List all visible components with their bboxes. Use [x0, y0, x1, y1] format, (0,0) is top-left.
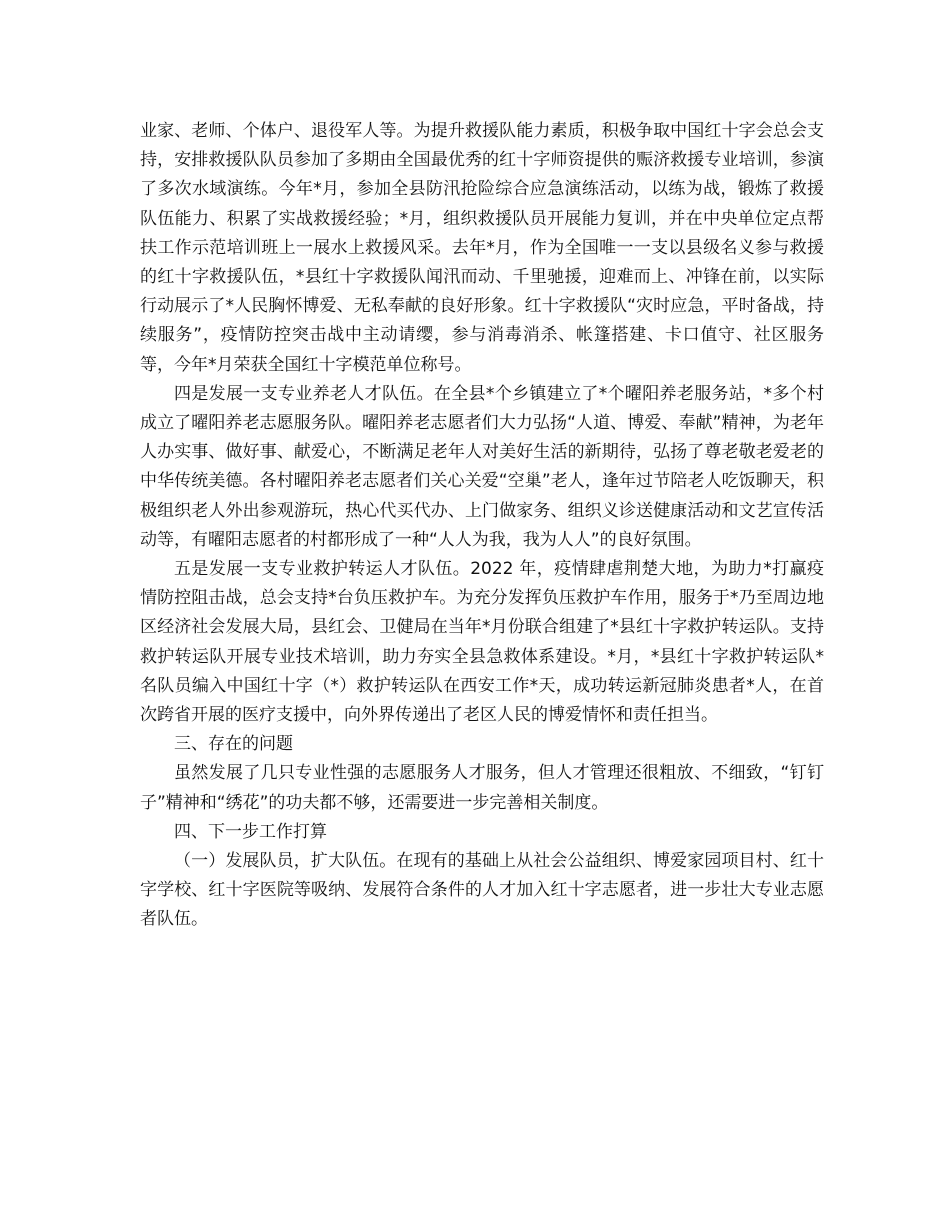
- paragraph-elderly-care-team: 四是发展一支专业养老人才队伍。在全县*个乡镇建立了*个曜阳养老服务站，*多个村成立了曜阳养老志愿服务队。曜阳养老志愿者们大力弘扬“人道、博爱、奉献”精神，为老年人办实事、做好事、献爱心，不断满足老年人对美好生活的新期待，弘扬了尊老敬老爱老的中华传统美德。各村曜阳养老志愿者们关心关爱“空巢”老人，逢年过节陪老人吃饭聊天，积极组织老人外出参观游玩，热心代买代办、上门做家务、组织义诊送健康活动和文艺宣传活动等，有曜阳志愿者的村都形成了一种“人人为我，我为人人”的良好氛围。: [140, 383, 824, 550]
- paragraph-rescue-team-continued: 业家、老师、个体户、退役军人等。为提升救援队能力素质，积极争取中国红十字会总会支持，安排救援队队员参加了多期由全国最优秀的红十字师资提供的赈济救援专业培训，参演了多次水域演练。今年*月，参加全县防汛抢险综合应急演练活动，以练为战，锻炼了救援队伍能力、积累了实战救援经验；*月，组织救援队员开展能力复训，并在中央单位定点帮扶工作示范培训班上一展水上救援风采。去年*月，作为全国唯一一支以县级名义参与救援的红十字救援队伍，*县红十字救援队闻汛而动、千里驰援，迎难而上、冲锋在前，以实际行动展示了*人民胸怀博爱、无私奉献的良好形象。红十字救援队“灾时应急，平时备战，持续服务”，疫情防控突击战中主动请缨，参与消毒消杀、帐篷搭建、卡口值守、社区服务等，今年*月荣获全国红十字模范单位称号。: [140, 121, 824, 375]
- section-heading-next-steps: 四、下一步工作打算: [174, 821, 327, 842]
- paragraph-existing-problems: 虽然发展了几只专业性强的志愿服务人才服务，但人才管理还很粗放、不细致，“钉钉子”精神和“绣花”的功夫都不够，还需要进一步完善相关制度。: [140, 763, 824, 813]
- document-page: [140, 117, 824, 935]
- section-heading-existing-problems: 三、存在的问题: [174, 734, 293, 755]
- paragraph-ambulance-transfer-team: 五是发展一支专业救护转运人才队伍。2022 年，疫情肆虐荆楚大地，为助力*打赢疫情防控阻击战，总会支持*台负压救护车。为充分发挥负压救护车作用，服务于*乃至周边地区经济社会发展大局，县红会、卫健局在当年*月份联合组建了*县红十字救护转运队。支持救护转运队开展专业技术培训，助力夯实全县急救体系建设。*月，*县红十字救护转运队*名队员编入中国红十字（*）救护转运队在西安工作*天，成功转运新冠肺炎患者*人，在首次跨省开展的医疗支援中，向外界传递出了老区人民的博爱情怀和责任担当。: [140, 559, 824, 726]
- paragraph-expand-team: （一）发展队员，扩大队伍。在现有的基础上从社会公益组织、博爱家园项目村、红十字学校、红十字医院等吸纳、发展符合条件的人才加入红十字志愿者，进一步壮大专业志愿者队伍。: [140, 851, 824, 930]
